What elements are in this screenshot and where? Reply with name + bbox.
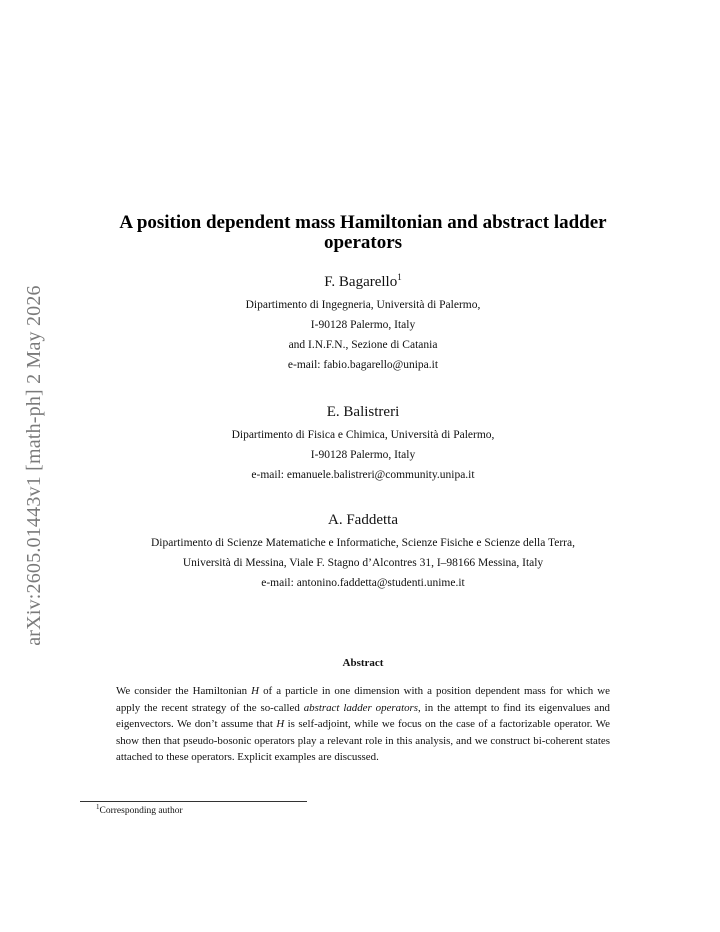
author-block-bagarello — [60, 272, 666, 375]
math-variable-h: H — [276, 718, 285, 730]
author-block-balistreri — [60, 402, 666, 485]
affiliation-line: I-90128 Palermo, Italy — [310, 449, 416, 461]
author-email: e-mail: fabio.bagarello@unipa.it — [287, 359, 439, 371]
affiliation-line: Dipartimento di Ingegneria, Università di Palermo, — [245, 299, 481, 311]
affiliation-line: Dipartimento di Scienze Matematiche e Informatiche, Scienze Fisiche e Scienze della Terra, — [151, 537, 575, 549]
footnote-divider — [80, 801, 307, 802]
abstract-body — [116, 683, 610, 766]
abstract-heading: Abstract — [342, 657, 384, 669]
author-email: e-mail: antonino.faddetta@studenti.unime.it — [261, 577, 465, 589]
abstract-text: is self-adjoint, while we focus on the case of a factorizable operator. We show then that pseudo-bosonic operators play a relevant role in this analysis, and we construct bi-coherent states attached to these operators. Explicit examples are discussed. — [116, 718, 610, 763]
author-name: A. Faddetta — [328, 512, 398, 528]
author-name — [60, 272, 666, 292]
affiliation-line: I-90128 Palermo, Italy — [310, 319, 416, 331]
abstract-text: We consider the Hamiltonian — [116, 685, 252, 697]
arxiv-identifier-stamp — [14, 250, 54, 680]
math-variable-h: H — [251, 685, 260, 697]
affiliation-line: Dipartimento di Fisica e Chimica, Università di Palermo, — [231, 429, 495, 441]
affiliation-line: and I.N.F.N., Sezione di Catania — [288, 339, 438, 351]
abstract-emphasis: abstract ladder operators — [303, 701, 419, 714]
footnote-text: Corresponding author — [99, 806, 183, 816]
footnote-mark: 1 — [397, 272, 402, 282]
abstract-text: , in the attempt to find its eigenvalues and eigenvectors. We don’t assume that — [116, 701, 610, 730]
affiliation-line: Università di Messina, Viale F. Stagno d’Alcontres 31, I–98166 Messina, Italy — [182, 557, 544, 569]
author-block-faddetta — [60, 510, 666, 593]
paper-title: A position dependent mass Hamiltonian and abstract ladder operators — [119, 212, 607, 253]
author-email: e-mail: emanuele.balistreri@community.unipa.it — [251, 469, 475, 481]
author-name-text: F. Bagarello — [324, 274, 398, 290]
abstract-text: of a particle in one dimension with a position dependent mass for which we apply the recent strategy of the so-called — [116, 685, 610, 714]
footnote-mark: 1 — [96, 802, 100, 811]
footnote — [96, 802, 183, 817]
author-name: E. Balistreri — [326, 404, 400, 420]
arxiv-identifier-text: arXiv:2605.01443v1 [math-ph] 2 May 2026 — [22, 284, 45, 646]
